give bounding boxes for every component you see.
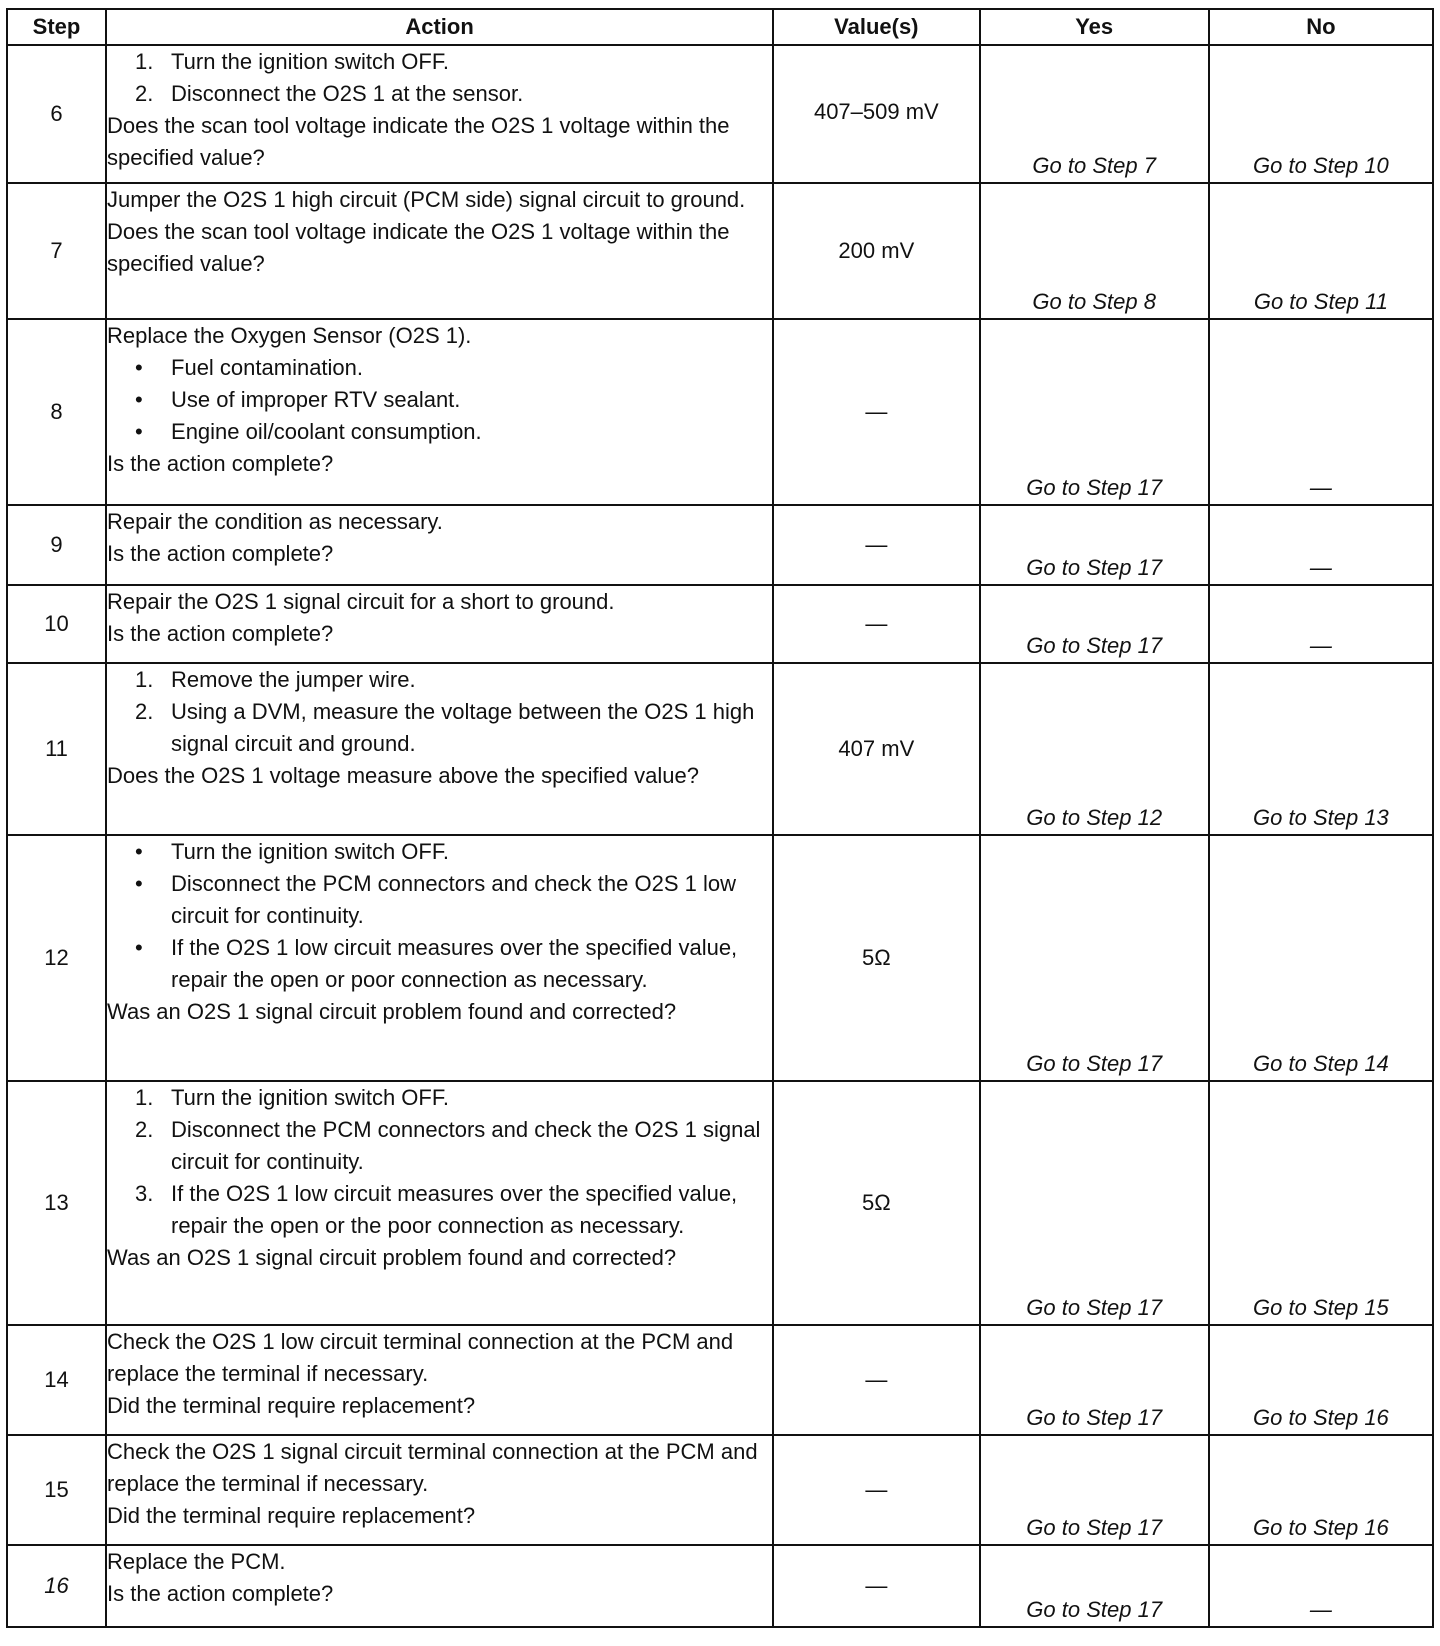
numbered-item: 3. If the O2S 1 low circuit measures over the specified value, repair the open or the poor connection as necessary. [135,1181,738,1238]
table-row [7,835,1433,1081]
table-row [7,663,1433,835]
action-cell [106,319,773,505]
table-row [7,505,1433,585]
step-number: 9 [7,505,106,585]
yes-cell: Go to Step 17 [980,1081,1209,1325]
no-cell: Go to Step 16 [1209,1435,1433,1545]
no-cell: — [1209,1545,1433,1627]
action-cell [106,1545,773,1627]
no-cell: — [1209,505,1433,585]
table-row [7,319,1433,505]
action-intro: Replace the Oxygen Sensor (O2S 1). [107,323,472,348]
action-intro: Repair the O2S 1 signal circuit for a short to ground. [107,589,615,614]
yes-cell: Go to Step 12 [980,663,1209,835]
no-cell: Go to Step 11 [1209,183,1433,319]
yes-cell: Go to Step 17 [980,1435,1209,1545]
header-step: Step [7,9,106,45]
action-question: Does the O2S 1 voltage measure above the specified value? [107,763,699,788]
value-cell: 5Ω [773,835,979,1081]
step-number: 10 [7,585,106,663]
yes-cell: Go to Step 17 [980,1325,1209,1435]
value-cell: — [773,505,979,585]
yes-cell: Go to Step 17 [980,319,1209,505]
no-cell: Go to Step 10 [1209,45,1433,183]
numbered-item: 2. Disconnect the O2S 1 at the sensor. [135,81,524,106]
action-intro: Repair the condition as necessary. [107,509,443,534]
no-cell: Go to Step 15 [1209,1081,1433,1325]
bullet-item: • Use of improper RTV sealant. [135,387,461,412]
value-cell: 407–509 mV [773,45,979,183]
action-cell [106,505,773,585]
yes-cell: Go to Step 17 [980,1545,1209,1627]
bullet-item: • Engine oil/coolant consumption. [135,419,482,444]
action-cell [106,1081,773,1325]
numbered-item: 2. Using a DVM, measure the voltage between the O2S 1 high signal circuit and ground. [135,699,755,756]
action-question: Did the terminal require replacement? [107,1393,476,1418]
no-cell: Go to Step 14 [1209,835,1433,1081]
value-cell: — [773,1545,979,1627]
action-question: Is the action complete? [107,621,334,646]
step-number: 8 [7,319,106,505]
action-intro: Check the O2S 1 low circuit terminal connection at the PCM and replace the terminal if necessary. [107,1329,734,1386]
numbered-item: 1. Remove the jumper wire. [135,667,416,692]
table-row [7,585,1433,663]
step-number: 15 [7,1435,106,1545]
value-cell: 407 mV [773,663,979,835]
yes-cell: Go to Step 17 [980,505,1209,585]
no-cell: Go to Step 16 [1209,1325,1433,1435]
action-cell [106,1435,773,1545]
table-row [7,1545,1433,1627]
table-row [7,1435,1433,1545]
action-question: Was an O2S 1 signal circuit problem found and corrected? [107,999,677,1024]
bullet-item: • Disconnect the PCM connectors and check the O2S 1 low circuit for continuity. [135,871,736,928]
action-intro: Replace the PCM. [107,1549,286,1574]
numbered-item: 1. Turn the ignition switch OFF. [135,1085,449,1110]
numbered-item: 1. Turn the ignition switch OFF. [135,49,449,74]
action-question: Did the terminal require replacement? [107,1503,476,1528]
value-cell: 200 mV [773,183,979,319]
action-intro: Check the O2S 1 signal circuit terminal connection at the PCM and replace the terminal if necessary. [107,1439,758,1496]
step-number: 6 [7,45,106,183]
yes-cell: Go to Step 7 [980,45,1209,183]
header-action: Action [106,9,773,45]
action-question: Is the action complete? [107,541,334,566]
step-number: 12 [7,835,106,1081]
action-intro: Jumper the O2S 1 high circuit (PCM side) signal circuit to ground. [107,187,746,212]
step-number: 16 [7,1545,106,1627]
action-cell [106,183,773,319]
action-cell [106,45,773,183]
action-question: Is the action complete? [107,451,334,476]
table-row [7,183,1433,319]
header-yes: Yes [980,9,1209,45]
table-row [7,1081,1433,1325]
no-cell: — [1209,319,1433,505]
no-cell: Go to Step 13 [1209,663,1433,835]
step-number: 7 [7,183,106,319]
value-cell: — [773,1435,979,1545]
bullet-item: • Turn the ignition switch OFF. [135,839,449,864]
numbered-item: 2. Disconnect the PCM connectors and check the O2S 1 signal circuit for continuity. [135,1117,761,1174]
action-question: Does the scan tool voltage indicate the O2S 1 voltage within the specified value? [107,219,730,276]
step-number: 13 [7,1081,106,1325]
action-cell [106,663,773,835]
step-number: 11 [7,663,106,835]
step-number: 14 [7,1325,106,1435]
yes-cell: Go to Step 17 [980,835,1209,1081]
action-question: Is the action complete? [107,1581,334,1606]
action-question: Was an O2S 1 signal circuit problem found and corrected? [107,1245,677,1270]
header-values: Value(s) [773,9,979,45]
action-cell [106,585,773,663]
yes-cell: Go to Step 17 [980,585,1209,663]
table-row [7,45,1433,183]
no-cell: — [1209,585,1433,663]
value-cell: — [773,1325,979,1435]
header-no: No [1209,9,1433,45]
value-cell: — [773,585,979,663]
action-cell [106,835,773,1081]
action-question: Does the scan tool voltage indicate the O2S 1 voltage within the specified value? [107,113,730,170]
value-cell: — [773,319,979,505]
table-row [7,1325,1433,1435]
bullet-item: • If the O2S 1 low circuit measures over the specified value, repair the open or poor connection as necessary. [135,935,738,992]
value-cell: 5Ω [773,1081,979,1325]
yes-cell: Go to Step 8 [980,183,1209,319]
bullet-item: • Fuel contamination. [135,355,364,380]
action-cell [106,1325,773,1435]
diagnostic-table [6,8,1434,1628]
header-row [7,9,1433,45]
